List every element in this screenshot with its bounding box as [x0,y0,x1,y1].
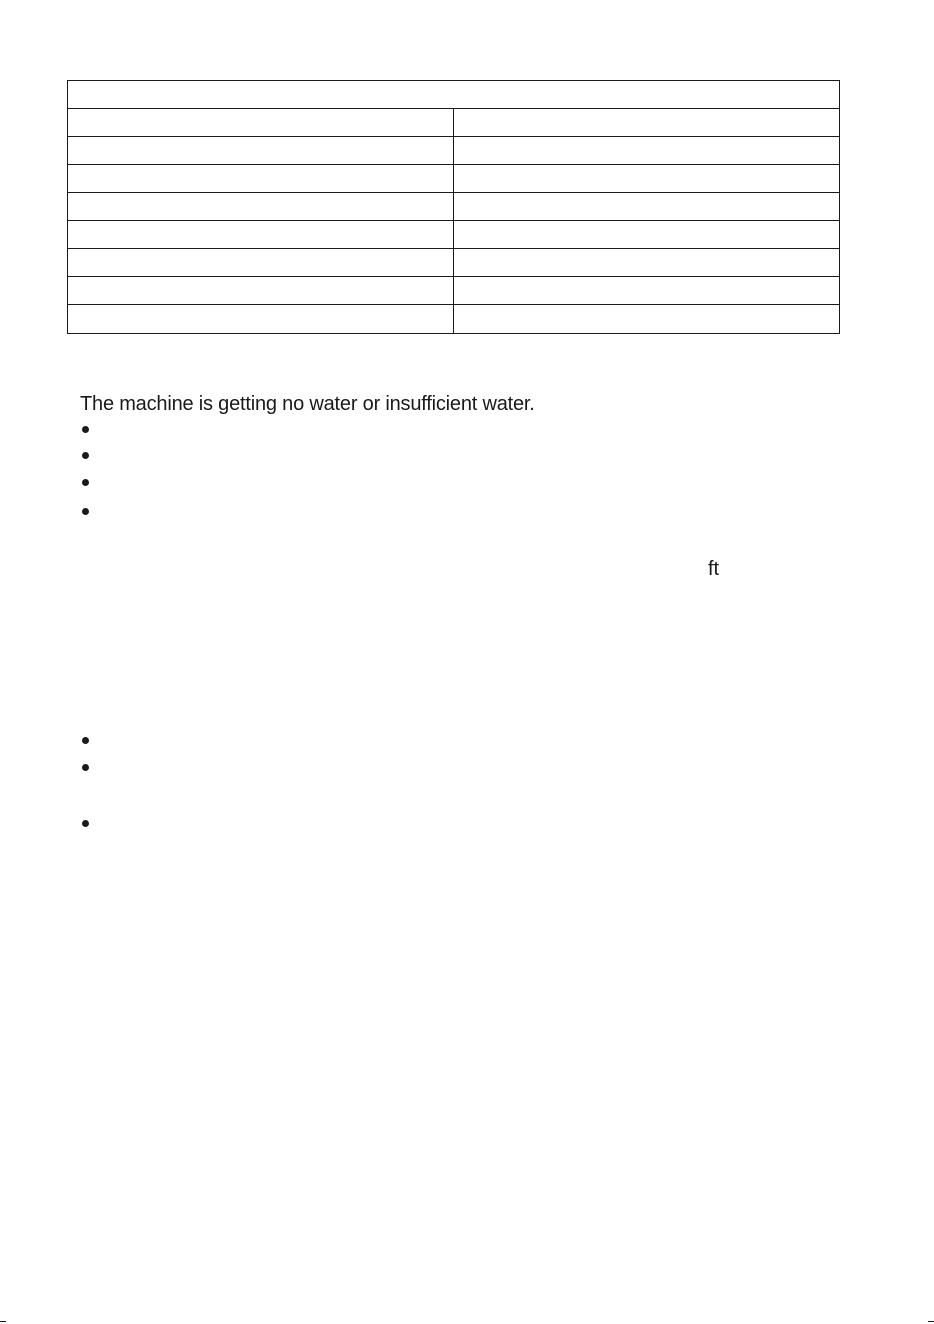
troubleshooting-heading: The machine is getting no water or insufficient water. [80,393,535,415]
table-cell-value [454,221,839,248]
spec-table-header [68,81,839,109]
crop-mark [928,1321,934,1322]
table-row [68,193,839,221]
table-cell-label [68,109,454,136]
table-cell-value [454,249,839,276]
list-bullet [82,426,89,433]
table-cell-label [68,221,454,248]
table-row [68,165,839,193]
list-bullet [82,452,89,459]
table-cell-label [68,249,454,276]
table-cell-value [454,137,839,164]
crop-mark [0,1321,6,1322]
table-cell-label [68,165,454,192]
table-cell-value [454,109,839,136]
table-row [68,221,839,249]
table-row [68,249,839,277]
table-row [68,109,839,137]
table-row [68,305,839,333]
spec-table [67,80,840,334]
table-cell-label [68,277,454,304]
table-cell-label [68,305,454,333]
list-bullet [82,764,89,771]
list-bullet [82,737,89,744]
table-cell-value [454,165,839,192]
table-cell-value [454,193,839,220]
text-fragment: ft [708,558,720,580]
list-bullet [82,820,89,827]
table-row [68,137,839,165]
table-cell-value [454,305,839,333]
table-cell-label [68,193,454,220]
list-bullet [82,479,89,486]
list-bullet [82,508,89,515]
table-row [68,277,839,305]
table-cell-value [454,277,839,304]
table-cell-label [68,137,454,164]
